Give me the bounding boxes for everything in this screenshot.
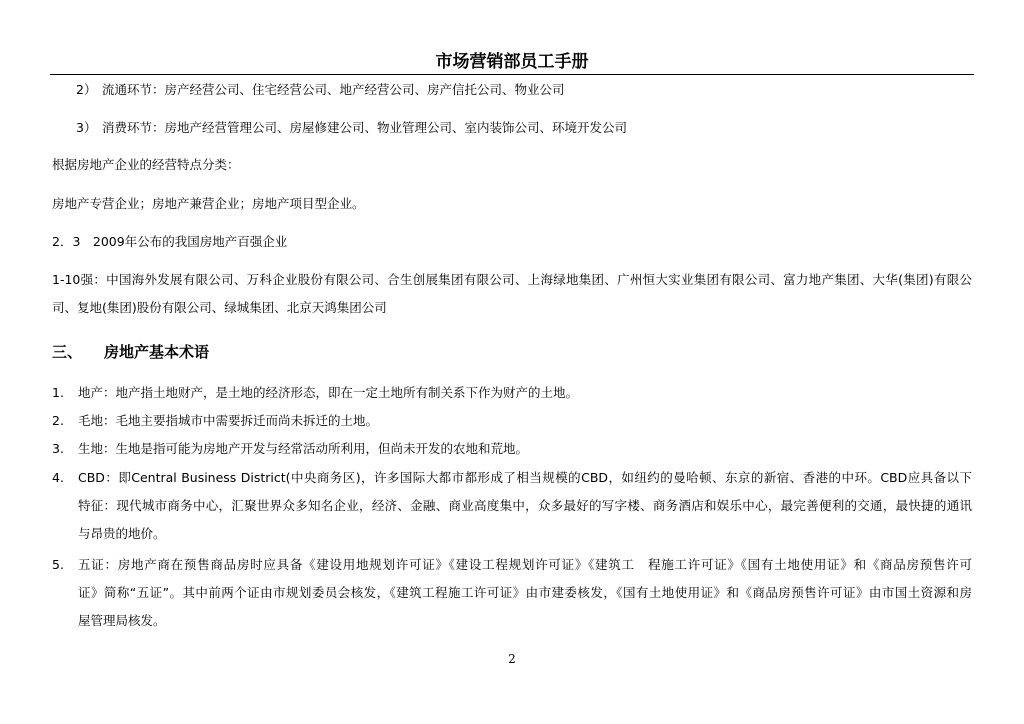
- term-text-line: 五证：房地产商在预售商品房时应具备《建设用地规划许可证》《建设工程规划许可证》《建筑工 程施工许可证》《国有土地使用证》和《商品房预售许可: [78, 557, 972, 572]
- term-text: 毛地：毛地主要指城市中需要拆迁而尚未拆迁的土地。: [78, 413, 379, 428]
- term-number: 1.: [52, 385, 64, 400]
- paragraph: 根据房地产企业的经营特点分类：: [52, 157, 240, 172]
- term-item: [52, 413, 378, 429]
- paragraph-line: 司、复地(集团)股份有限公司、绿城集团、北京天鸿集团公司: [52, 300, 387, 315]
- list-item: [76, 82, 565, 98]
- paragraph-line: 1-10强：中国海外发展有限公司、万科企业股份有限公司、合生创展集团有限公司、上海绿地集团、广州恒大实业集团有限公司、富力地产集团、大华(集团)有限公: [52, 272, 972, 287]
- term-text-line: 特征：现代城市商务中心，汇聚世界众多知名企业，经济、金融、商业高度集中，众多最好的写字楼、商务酒店和娱乐中心，最完善便利的交通，最快捷的通讯: [78, 498, 972, 513]
- term-item: [52, 441, 528, 457]
- subheading: 2．3 2009年公布的我国房地产百强企业: [52, 234, 288, 249]
- list-text: 流通环节：房产经营公司、住宅经营公司、地产经营公司、房产信托公司、物业公司: [102, 82, 565, 97]
- term-item: [52, 470, 78, 486]
- term-number: 4.: [52, 470, 64, 485]
- list-number: 3）: [76, 120, 97, 135]
- term-text-line: 屋管理局核发。: [78, 613, 166, 628]
- term-text: 生地：生地是指可能为房地产开发与经常活动所利用，但尚未开发的农地和荒地。: [78, 441, 529, 456]
- header-title: 市场营销部员工手册: [435, 52, 589, 72]
- term-number: 3.: [52, 441, 64, 456]
- section-title: [52, 340, 209, 364]
- term-number: 2.: [52, 413, 64, 428]
- term-text-line: CBD：即Central Business District(中央商务区)，许多国际大都市都形成了相当规模的CBD，如纽约的曼哈顿、东京的新宿、香港的中环。CBD应具备以下: [78, 470, 972, 485]
- term-text-line: 与昂贵的地价。: [78, 526, 166, 541]
- term-text: 地产：地产指土地财产，是土地的经济形态，即在一定土地所有制关系下作为财产的土地。: [78, 385, 579, 400]
- section-number: 三、: [52, 343, 83, 361]
- section-heading: 房地产基本术语: [104, 343, 210, 361]
- list-text: 消费环节：房地产经营管理公司、房屋修建公司、物业管理公司、室内装饰公司、环境开发公司: [102, 120, 628, 135]
- term-number: 5.: [52, 557, 64, 572]
- page-header: [50, 50, 974, 75]
- list-item: [76, 120, 627, 136]
- term-text-line: 证》简称“五证”。其中前两个证由市规划委员会核发，《建筑工程施工许可证》由市建委核发，《国有土地使用证》和《商品房预售许可证》由市国土资源和房: [78, 585, 972, 600]
- page-number: 2: [508, 652, 516, 666]
- term-item: [52, 385, 578, 401]
- list-number: 2）: [76, 82, 97, 97]
- paragraph: 房地产专营企业；房地产兼营企业；房地产项目型企业。: [52, 196, 365, 211]
- term-item: [52, 557, 78, 573]
